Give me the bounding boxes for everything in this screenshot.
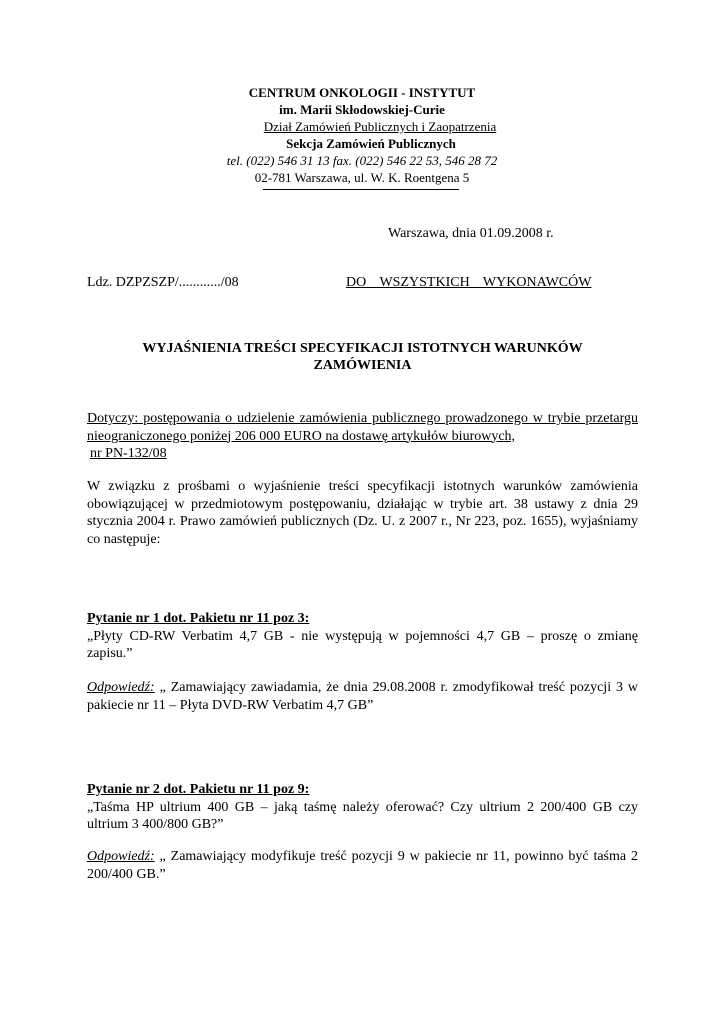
procedure-number: nr PN-132/08 [90,446,167,461]
question-1 [87,610,638,663]
question-1-heading: Pytanie nr 1 dot. Pakietu nr 11 poz 3: [87,611,310,626]
subject-text: Dotyczy: postępowania o udzielenie zamówienia publicznego prowadzonego w trybie przetargu nieograniczonego poniżej 206 000 EURO na dostawę artykułów biurowych, [87,411,638,444]
answer-2-text: „ Zamawiający modyfikuje treść pozycji 9 w pakiecie nr 11, powinno być taśma 2 200/400 GB.” [87,849,638,882]
title-line-2: ZAMÓWIENIA [313,358,412,373]
letterhead [0,84,724,186]
letter-date: Warszawa, dnia 01.09.2008 r. [388,226,554,241]
answer-1 [87,679,638,714]
title-line-1: WYJAŚNIENIA TREŚCI SPECYFIKACJI ISTOTNYCH WARUNKÓW [142,341,583,356]
institution-name: CENTRUM ONKOLOGII - INSTYTUT [248,85,476,100]
answer-1-label: Odpowiedź: [87,680,155,695]
answer-2-label: Odpowiedź: [87,849,155,864]
institution-patron: im. Marii Skłodowskiej-Curie [279,102,445,117]
intro-paragraph: W związku z prośbami o wyjaśnienie treści specyfikacji istotnych warunków zamówienia obowiązującej w przedmiotowym postępowaniu, działając w trybie art. 38 ustawy z dnia 29 stycznia 2004 r. Prawo zamówień publicznych (Dz. U. z 2007 r., Nr 223, poz. 1655), wyjaśniamy co następuje: [87,479,638,547]
answer-2 [87,848,638,883]
addressee: DO WSZYSTKICH WYKONAWCÓW [346,275,592,290]
header-divider [263,189,459,190]
subject-paragraph [87,410,638,463]
reference-number: Ldz. DZPZSZP/............/08 [87,275,239,290]
document-title [87,340,638,374]
question-2-text: „Taśma HP ultrium 400 GB – jaką taśmę należy oferować? Czy ultrium 2 200/400 GB czy ultrium 3 400/800 GB?” [87,799,638,832]
postal-address: 02-781 Warszawa, ul. W. K. Roentgena 5 [254,170,470,185]
question-2 [87,781,638,834]
question-1-text: „Płyty CD-RW Verbatim 4,7 GB - nie występują w pojemności 4,7 GB – proszę o zmianę zapisu.” [87,628,638,661]
department-name: Dział Zamówień Publicznych i Zaopatrzenia [263,119,497,134]
question-2-heading: Pytanie nr 2 dot. Pakietu nr 11 poz 9: [87,782,310,797]
answer-1-text: „ Zamawiający zawiadamia, że dnia 29.08.2008 r. zmodyfikował treść pozycji 3 w pakiecie nr 11 – Płyta DVD-RW Verbatim 4,7 GB” [87,680,638,713]
contact-phones: tel. (022) 546 31 13 fax. (022) 546 22 53, 546 28 72 [226,153,498,168]
section-name: Sekcja Zamówień Publicznych [286,136,456,151]
